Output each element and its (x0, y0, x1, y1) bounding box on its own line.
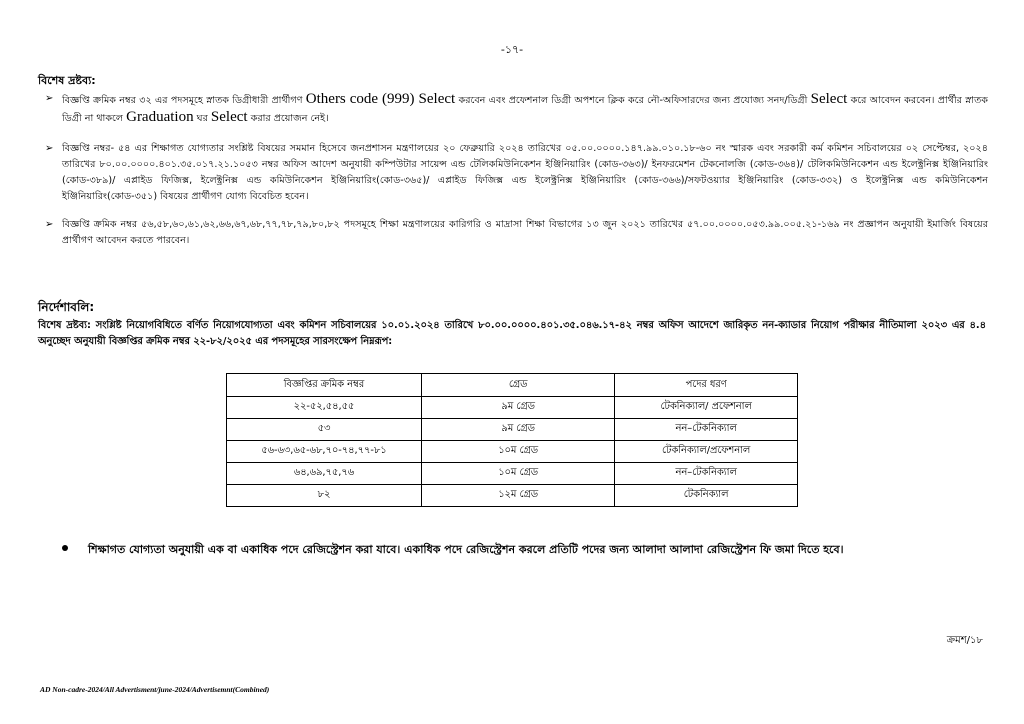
special-note-heading: বিশেষ দ্রষ্টব্য: (38, 74, 96, 87)
header-serial-number: বিজ্ঞপ্তির ক্রমিক নম্বর (227, 374, 422, 397)
arrow-bullet-icon: ➢ (45, 143, 54, 154)
bullet-text: বিজ্ঞপ্তি ক্রমিক নম্বর ৫৬,৫৮,৬০,৬১,৬২,৬৬,৬৭,৬৮,৭৭,৭৮,৭৯,৮০,৮২ পদসমূহে শিক্ষা মন্ত্রণালয়ের কারিগরি ও মাদ্রাসা শিক্ষা বিভাগের ১৩ জুন ২০২১ তারিখের ৫৭.০০.০০০০.০৫৩.৯৯.০০৫.২১-১৬৯ নং প্রজ্ঞাপন অনুযায়ী ইমার্জিং বিষয়ের প্রার্থীগণ আবেদন করতে পারবেন। (62, 219, 988, 246)
cell-grade: ১০ম গ্রেড (421, 441, 614, 463)
cell-type: টেকনিক্যাল (615, 485, 798, 507)
cell-serial: ৫৬-৬৩,৬৫-৬৮,৭০-৭৪,৭৭-৮১ (227, 441, 422, 463)
registration-fee-note: শিক্ষাগত যোগ্যতা অনুযায়ী এক বা একাধিক পদে রেজিস্ট্রেশন করা যাবে। একাধিক পদে রেজিস্ট্রেশন করলে প্রতিটি পদের জন্য আলাদা আলাদা রেজিস্ট্রেশন ফি জমা দিতে হবে। (88, 543, 844, 556)
arrow-bullet-icon: ➢ (45, 219, 54, 230)
cell-type: টেকনিক্যাল/ প্রফেশনাল (615, 397, 798, 419)
cell-serial: ২২-৫২,৫৪,৫৫ (227, 397, 422, 419)
cell-serial: ৮২ (227, 485, 422, 507)
table-header-row (227, 374, 798, 397)
page-number: -১৭- (500, 43, 524, 56)
bullet-text: ঘর (193, 113, 211, 124)
cell-type: টেকনিক্যাল/প্রফেশনাল (615, 441, 798, 463)
cell-grade: ১২ম গ্রেড (421, 485, 614, 507)
select-text: Select (810, 91, 848, 107)
table-row (227, 463, 798, 485)
cell-serial: ৬৪,৬৯,৭৫,৭৬ (227, 463, 422, 485)
bullet-item-emerging (45, 217, 988, 249)
table-row (227, 419, 798, 441)
arrow-bullet-icon: ➢ (45, 93, 54, 104)
bullet-item-32 (45, 91, 988, 127)
cell-type: নন–টেকনিক্যাল (615, 463, 798, 485)
bullet-text: বিজ্ঞপ্তি নম্বর- ৫৪ এর শিক্ষাগত যোগ্যতার সংশ্লিষ্ট বিষয়ের সমমান হিসেবে জনপ্রশাসন মন্ত্রণালয়ের ২০ ফেব্রুয়ারি ২০২৪ তারিখের ০৫.০০.০০০০.১৪৭.৯৯.০১০.১৮-৬০ নং স্মারক এবং সরকারী কর্ম কমিশন সচিবালয়ের ০২ সেপ্টেম্বর, ২০২৪ তারিখের ৮০.০০.০০০০.৪০১.৩৫.০১৭.২১.১০৫৩ নম্বর অফিস আদেশ অনুযায়ী কম্পিউটার সায়েন্স এন্ড টেলিকমিউনিকেশন ইঞ্জিনিয়ারিং (কোড-৩৬৩)/ ইনফরমেশন টেকনোলজি (কোড-৩৬৪)/ টেলিকমিউনিকেশন এন্ড ইলেক্ট্রনিক্স ইঞ্জিনিয়ারিং (কোড-৩৮৯)/ এপ্লাইড ফিজিক্স, ইলেক্ট্রনিক্স এন্ড কমিউনিকেশন ইঞ্জিনিয়ারিং(কোড-৩৬৫)/ এপ্লাইড ফিজিক্স এন্ড ইলেক্ট্রনিক্স ইঞ্জিনিয়ারিং (কোড-৩৬৬)/সফটওয়্যার ইঞ্জিনিয়ারিং (কোড-৩৩২) ও ইলেক্ট্রনিক্স এন্ড কমিউনিকেশন ইঞ্জিনিয়ারিং(কোড-৩৫১) বিষয়ের প্রার্থীগণ যোগ্য বিবেচিত হবেন। (62, 143, 988, 202)
header-post-type: পদের ধরণ (615, 374, 798, 397)
continued-marker: ক্রমশ/১৮ (946, 635, 983, 646)
bullet-text: করার প্রয়োজন নেই। (247, 113, 329, 124)
cell-grade: ১০ম গ্রেড (421, 463, 614, 485)
cell-serial: ৫৩ (227, 419, 422, 441)
select-text: Select (210, 109, 248, 125)
bullet-item-54 (45, 141, 988, 205)
bullet-text: করে আবেদন করবেন। প্রার্থীর স্নাতক ডিগ্রী না থাকলে (62, 95, 988, 124)
header-grade: গ্রেড (421, 374, 614, 397)
bullet-text: করবেন এবং প্রফেশনাল ডিগ্রী অপশনে ক্লিক করে নৌ-অফিসারদের জন্য প্রযোজ্য সনদ/ডিগ্রী (455, 95, 811, 106)
directives-body: বিশেষ দ্রষ্টব্য: সংশ্লিষ্ট নিয়োগবিধিতে বর্ণিত নিয়োগযোগ্যতা এবং কমিশন সচিবালয়ের ১০.০১.২০২৪ তারিখে ৮০.০০.০০০০.৪০১.৩৫.০৪৬.১৭-৪২ নম্বর অফিস আদেশে জারিকৃত নন-ক্যাডার নিয়োগ পরীক্ষার নীতিমালা ২০২৩ এর ৪.৪ অনুচ্ছেদ অনুযায়ী বিজ্ঞপ্তির ক্রমিক নম্বর ২২-৮২/২০২৫ এর পদসমূহের সারসংক্ষেপ নিম্নরূপ: (38, 320, 986, 347)
table-row (227, 485, 798, 507)
graduation-text: Graduation (126, 109, 194, 125)
table-row (227, 397, 798, 419)
footer-file-reference: AD Non-cadre-2024/All Advertisment/june-2024/Advertisemnt(Combined) (40, 685, 270, 694)
bullet-text: বিজ্ঞপ্তি ক্রমিক নম্বর ৩২ এর পদসমূহে স্নাতক ডিগ্রীধারী প্রার্থীগণ (62, 95, 306, 106)
table-row (227, 441, 798, 463)
directives-title: নির্দেশাবলি: (38, 300, 95, 314)
bullet-dot-icon (62, 545, 68, 551)
code-select-text: Others code (999) Select (305, 91, 456, 107)
cell-grade: ৯ম গ্রেড (421, 397, 614, 419)
cell-type: নন–টেকনিক্যাল (615, 419, 798, 441)
grade-summary-table (226, 373, 798, 507)
cell-grade: ৯ম গ্রেড (421, 419, 614, 441)
